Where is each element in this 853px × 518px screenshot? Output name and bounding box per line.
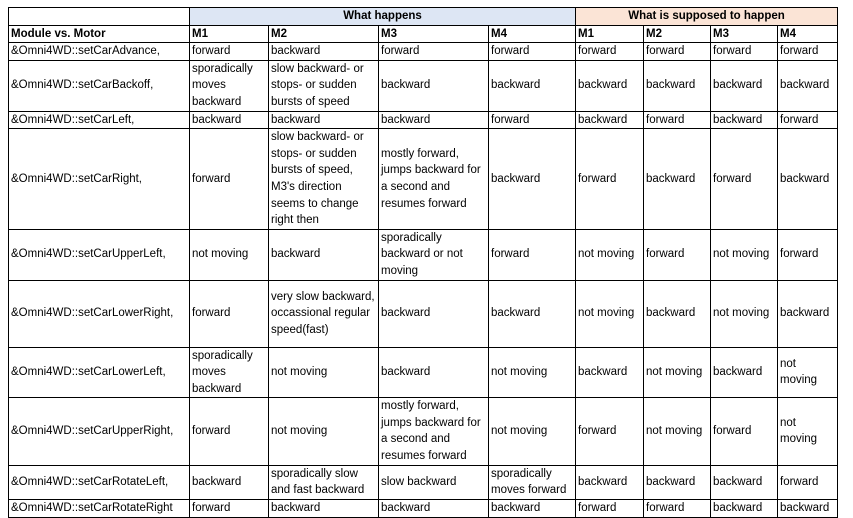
happens-m4-cell[interactable]: sporadically moves forward bbox=[489, 465, 576, 499]
supposed-m1-cell[interactable]: forward bbox=[576, 129, 644, 230]
column-header-row bbox=[9, 25, 838, 43]
happens-m3-cell[interactable]: slow backward bbox=[379, 465, 489, 499]
row-label-cell[interactable]: &Omni4WD::setCarRight, bbox=[9, 129, 190, 230]
supposed-m3-cell[interactable]: forward bbox=[711, 43, 778, 61]
happens-m3-cell[interactable]: mostly forward, jumps backward for a second and resumes forward bbox=[379, 398, 489, 465]
motor-behavior-table bbox=[8, 7, 838, 518]
table-row bbox=[9, 129, 838, 230]
supposed-m2-cell[interactable]: backward bbox=[644, 280, 711, 347]
happens-m1-cell[interactable]: sporadically moves backward bbox=[190, 347, 269, 398]
supposed-m3-cell[interactable]: forward bbox=[711, 129, 778, 230]
row-label-cell[interactable]: &Omni4WD::setCarLeft, bbox=[9, 111, 190, 129]
happens-m4-cell[interactable]: forward bbox=[489, 111, 576, 129]
table-row bbox=[9, 280, 838, 347]
what-is-supposed-header[interactable]: What is supposed to happen bbox=[576, 8, 838, 26]
happens-m2-cell[interactable]: not moving bbox=[269, 347, 379, 398]
supposed-m4-cell[interactable]: forward bbox=[778, 465, 838, 499]
supposed-m3-cell[interactable]: backward bbox=[711, 347, 778, 398]
happens-m4-cell[interactable]: forward bbox=[489, 43, 576, 61]
corner-cell[interactable] bbox=[9, 8, 190, 26]
happens-m1-cell[interactable]: forward bbox=[190, 129, 269, 230]
happens-m4-cell[interactable]: backward bbox=[489, 129, 576, 230]
row-label-cell[interactable]: &Omni4WD::setCarAdvance, bbox=[9, 43, 190, 61]
what-happens-header[interactable]: What happens bbox=[190, 8, 576, 26]
supposed-m1-cell[interactable]: backward bbox=[576, 465, 644, 499]
row-label-cell[interactable]: &Omni4WD::setCarLowerLeft, bbox=[9, 347, 190, 398]
row-label-cell[interactable]: &Omni4WD::setCarRotateRight bbox=[9, 499, 190, 517]
happens-m3-cell[interactable]: backward bbox=[379, 499, 489, 517]
table-row bbox=[9, 347, 838, 398]
supposed-m4-cell[interactable]: backward bbox=[778, 280, 838, 347]
supposed-m3-cell[interactable]: forward bbox=[711, 398, 778, 465]
supposed-m2-header[interactable]: M2 bbox=[644, 25, 711, 43]
happens-m1-cell[interactable]: forward bbox=[190, 398, 269, 465]
supposed-m4-cell[interactable]: forward bbox=[778, 229, 838, 280]
supposed-m3-header[interactable]: M3 bbox=[711, 25, 778, 43]
supposed-m3-cell[interactable]: backward bbox=[711, 465, 778, 499]
supposed-m1-cell[interactable]: forward bbox=[576, 499, 644, 517]
happens-m2-cell[interactable]: backward bbox=[269, 43, 379, 61]
happens-m4-cell[interactable]: not moving bbox=[489, 398, 576, 465]
supposed-m2-cell[interactable]: not moving bbox=[644, 347, 711, 398]
happens-m1-cell[interactable]: backward bbox=[190, 111, 269, 129]
row-label-cell[interactable]: &Omni4WD::setCarUpperLeft, bbox=[9, 229, 190, 280]
supposed-m2-cell[interactable]: backward bbox=[644, 60, 711, 111]
happens-m2-cell[interactable]: backward bbox=[269, 499, 379, 517]
happens-m3-cell[interactable]: backward bbox=[379, 60, 489, 111]
row-label-cell[interactable]: &Omni4WD::setCarBackoff, bbox=[9, 60, 190, 111]
supposed-m4-cell[interactable]: not moving bbox=[778, 398, 838, 465]
happens-m2-cell[interactable]: not moving bbox=[269, 398, 379, 465]
supposed-m2-cell[interactable]: forward bbox=[644, 43, 711, 61]
supposed-m4-cell[interactable]: backward bbox=[778, 129, 838, 230]
table-row bbox=[9, 398, 838, 465]
supposed-m4-header[interactable]: M4 bbox=[778, 25, 838, 43]
happens-m4-cell[interactable]: backward bbox=[489, 60, 576, 111]
happens-m3-cell[interactable]: forward bbox=[379, 43, 489, 61]
supposed-m1-cell[interactable]: forward bbox=[576, 398, 644, 465]
happens-m2-header[interactable]: M2 bbox=[269, 25, 379, 43]
happens-m2-cell[interactable]: backward bbox=[269, 229, 379, 280]
supposed-m2-cell[interactable]: forward bbox=[644, 229, 711, 280]
happens-m1-cell[interactable]: backward bbox=[190, 465, 269, 499]
happens-m1-cell[interactable]: forward bbox=[190, 499, 269, 517]
happens-m4-cell[interactable]: backward bbox=[489, 280, 576, 347]
table-row bbox=[9, 465, 838, 499]
happens-m4-cell[interactable]: backward bbox=[489, 499, 576, 517]
table-row bbox=[9, 111, 838, 129]
supposed-m1-cell[interactable]: backward bbox=[576, 347, 644, 398]
module-vs-motor-header[interactable]: Module vs. Motor bbox=[9, 25, 190, 43]
supposed-m1-header[interactable]: M1 bbox=[576, 25, 644, 43]
supposed-m3-cell[interactable]: backward bbox=[711, 60, 778, 111]
supposed-m4-cell[interactable]: not moving bbox=[778, 347, 838, 398]
happens-m1-cell[interactable]: forward bbox=[190, 280, 269, 347]
happens-m4-header[interactable]: M4 bbox=[489, 25, 576, 43]
supposed-m3-cell[interactable]: backward bbox=[711, 111, 778, 129]
supposed-m2-cell[interactable]: backward bbox=[644, 465, 711, 499]
supposed-m1-cell[interactable]: backward bbox=[576, 60, 644, 111]
happens-m2-cell[interactable]: very slow backward, occassional regular speed(fast) bbox=[269, 280, 379, 347]
happens-m3-cell[interactable]: backward bbox=[379, 347, 489, 398]
happens-m1-cell[interactable]: forward bbox=[190, 43, 269, 61]
supposed-m1-cell[interactable]: backward bbox=[576, 111, 644, 129]
supposed-m2-cell[interactable]: forward bbox=[644, 499, 711, 517]
supposed-m2-cell[interactable]: forward bbox=[644, 111, 711, 129]
happens-m3-cell[interactable]: backward bbox=[379, 280, 489, 347]
group-header-row bbox=[9, 8, 838, 26]
happens-m3-cell[interactable]: backward bbox=[379, 111, 489, 129]
table-row bbox=[9, 499, 838, 517]
supposed-m3-cell[interactable]: backward bbox=[711, 499, 778, 517]
happens-m2-cell[interactable]: sporadically slow and fast backward bbox=[269, 465, 379, 499]
supposed-m1-cell[interactable]: not moving bbox=[576, 229, 644, 280]
happens-m4-cell[interactable]: forward bbox=[489, 229, 576, 280]
row-label-cell[interactable]: &Omni4WD::setCarRotateLeft, bbox=[9, 465, 190, 499]
table-row bbox=[9, 229, 838, 280]
supposed-m1-cell[interactable]: not moving bbox=[576, 280, 644, 347]
happens-m3-cell[interactable]: mostly forward, jumps backward for a second and resumes forward bbox=[379, 129, 489, 230]
happens-m3-header[interactable]: M3 bbox=[379, 25, 489, 43]
supposed-m2-cell[interactable]: backward bbox=[644, 129, 711, 230]
supposed-m4-cell[interactable]: backward bbox=[778, 60, 838, 111]
happens-m3-cell[interactable]: sporadically backward or not moving bbox=[379, 229, 489, 280]
supposed-m4-cell[interactable]: forward bbox=[778, 111, 838, 129]
row-label-cell[interactable]: &Omni4WD::setCarUpperRight, bbox=[9, 398, 190, 465]
happens-m1-header[interactable]: M1 bbox=[190, 25, 269, 43]
row-label-cell[interactable]: &Omni4WD::setCarLowerRight, bbox=[9, 280, 190, 347]
happens-m2-cell[interactable]: backward bbox=[269, 111, 379, 129]
supposed-m4-cell[interactable]: backward bbox=[778, 499, 838, 517]
supposed-m4-cell[interactable]: forward bbox=[778, 43, 838, 61]
happens-m2-cell[interactable]: slow backward- or stops- or sudden bursts of speed bbox=[269, 60, 379, 111]
supposed-m1-cell[interactable]: forward bbox=[576, 43, 644, 61]
supposed-m2-cell[interactable]: not moving bbox=[644, 398, 711, 465]
happens-m4-cell[interactable]: not moving bbox=[489, 347, 576, 398]
happens-m2-cell[interactable]: slow backward- or stops- or sudden bursts of speed, M3's direction seems to change right then bbox=[269, 129, 379, 230]
table-row bbox=[9, 60, 838, 111]
happens-m1-cell[interactable]: not moving bbox=[190, 229, 269, 280]
table-row bbox=[9, 43, 838, 61]
supposed-m3-cell[interactable]: not moving bbox=[711, 229, 778, 280]
supposed-m3-cell[interactable]: not moving bbox=[711, 280, 778, 347]
happens-m1-cell[interactable]: sporadically moves backward bbox=[190, 60, 269, 111]
